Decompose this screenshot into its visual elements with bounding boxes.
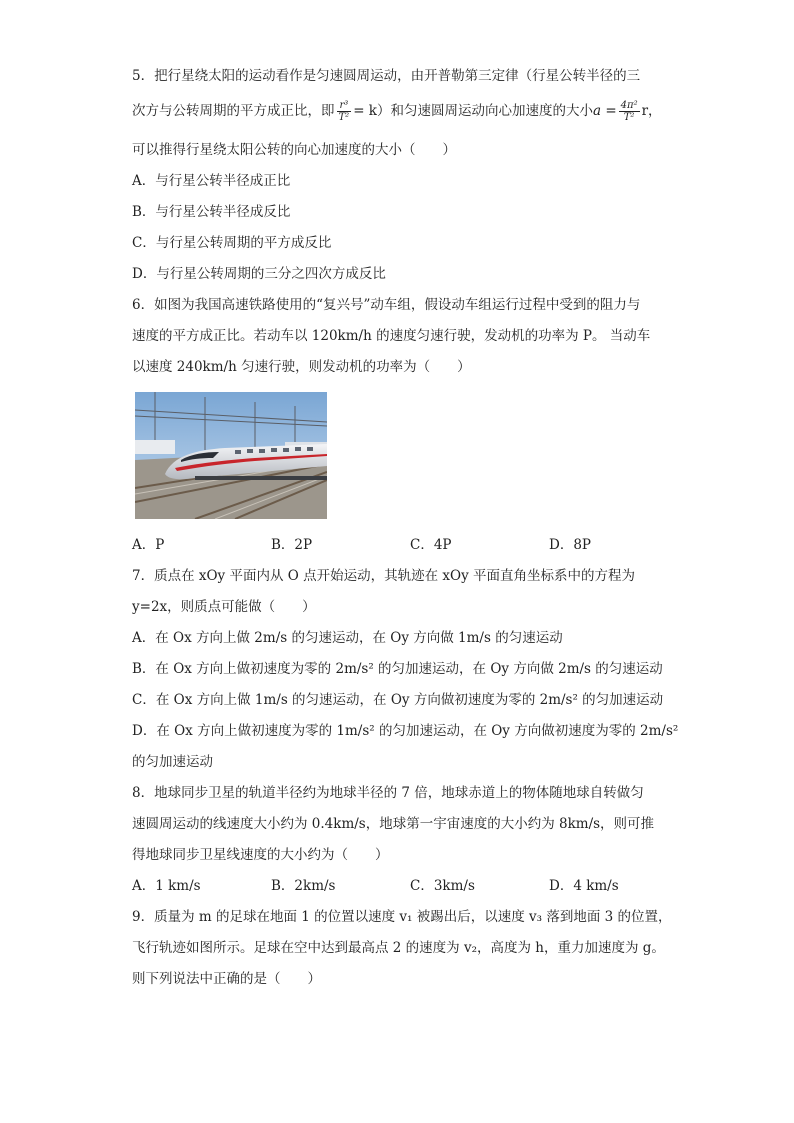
q8-line-1: 8．地球同步卫星的轨道半径约为地球半径的 7 倍，地球赤道上的物体随地球自转做匀 (132, 785, 644, 801)
q9-line-1: 9．质量为 m 的足球在地面 1 的位置以速度 v₁ 被踢出后，以速度 v₃ 落到地面 3 的位置， (132, 909, 672, 925)
q7-option-c: C．在 Ox 方向上做 1m/s 的匀速运动，在 Oy 方向做初速度为零的 2m/s² 的匀加速运动 (132, 692, 664, 708)
q7-option-d-line-1: D．在 Ox 方向上做初速度为零的 1m/s² 的匀加速运动，在 Oy 方向做初速度为零的 2m/s² (132, 723, 679, 739)
q5-line-2-text-c: a = (592, 103, 617, 119)
q8-line-2: 速圆周运动的线速度大小约为 0.4km/s，地球第一宇宙速度的大小约为 8km/s，则可推 (132, 816, 655, 832)
high-speed-train-photo (135, 392, 327, 519)
q5-line-2-text-a: 次方与公转周期的平方成正比，即 (132, 103, 335, 119)
q5-option-a: A．与行星公转半径成正比 (132, 173, 291, 189)
q7-option-b: B．在 Ox 方向上做初速度为零的 2m/s² 的匀加速运动，在 Oy 方向做 2m/s 的匀速运动 (132, 661, 663, 677)
q5-option-c: C．与行星公转周期的平方成反比 (132, 235, 332, 251)
q6-option-d: D．8P (549, 537, 591, 553)
q8-option-d: D．4 km/s (549, 878, 619, 894)
q5-line-2-text-d: r， (641, 103, 662, 119)
q8-option-b: B．2km/s (271, 878, 336, 894)
q5-option-d: D．与行星公转周期的三分之四次方成反比 (132, 266, 386, 282)
q8-option-a: A．1 km/s (132, 878, 201, 894)
q9-line-3: 则下列说法中正确的是（ ） (132, 971, 321, 987)
kepler-fraction (337, 100, 352, 123)
q7-option-d-line-2: 的匀加速运动 (132, 754, 213, 770)
q8-line-3: 得地球同步卫星线速度的大小约为（ ） (132, 847, 389, 863)
q5-option-b: B．与行星公转半径成反比 (132, 204, 291, 220)
q7-line-1: 7．质点在 xOy 平面内从 O 点开始运动，其轨迹在 xOy 平面直角坐标系中的方程为 (132, 568, 636, 584)
q6-option-c: C．4P (410, 537, 452, 553)
q6-option-b: B．2P (271, 537, 313, 553)
acceleration-fraction (619, 100, 640, 123)
kepler-fraction-denominator: T² (338, 112, 350, 123)
q6-line-3: 以速度 240km/h 匀速行驶，则发动机的功率为（ ） (132, 359, 471, 375)
kepler-fraction-numerator: r³ (337, 100, 352, 112)
q5-line-2 (132, 100, 662, 123)
q5-line-3: 可以推得行星绕太阳公转的向心加速度的大小（ ） (132, 142, 456, 158)
q8-option-c: C．3km/s (410, 878, 475, 894)
q9-line-2: 飞行轨迹如图所示。足球在空中达到最高点 2 的速度为 v₂，高度为 h，重力加速度为 g。 (132, 940, 665, 956)
q6-line-2: 速度的平方成正比。若动车以 120km/h 的速度匀速行驶，发动机的功率为 P。 当动车 (132, 328, 651, 344)
q6-line-1: 6．如图为我国高速铁路使用的“复兴号”动车组，假设动车组运行过程中受到的阻力与 (132, 297, 641, 313)
q7-line-2: y=2x，则质点可能做（ ） (132, 599, 316, 615)
q7-option-a: A．在 Ox 方向上做 2m/s 的匀速运动，在 Oy 方向做 1m/s 的匀速运动 (132, 630, 563, 646)
acceleration-fraction-denominator: T² (623, 112, 635, 123)
q6-option-a: A．P (132, 537, 165, 553)
q5-line-2-text-b: = k）和匀速圆周运动向心加速度的大小 (353, 103, 593, 119)
q5-line-1: 5．把行星绕太阳的运动看作是匀速圆周运动，由开普勒第三定律（行星公转半径的三 (132, 68, 641, 84)
acceleration-fraction-numerator: 4π² (620, 100, 638, 111)
